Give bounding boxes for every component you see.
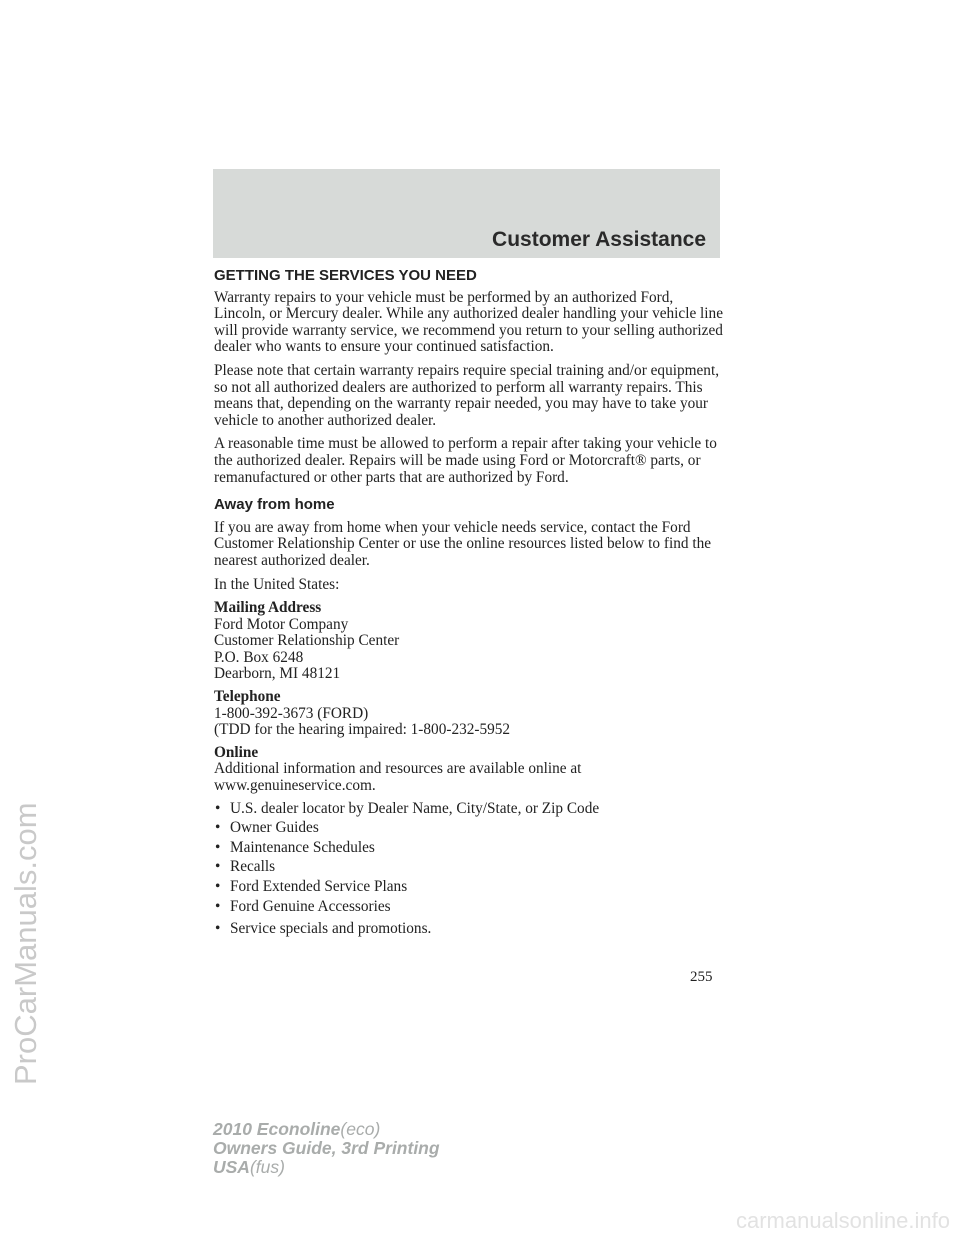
mailing-address-block bbox=[214, 600, 724, 683]
resource-list bbox=[214, 801, 724, 938]
mailing-address-label: Mailing Address bbox=[214, 599, 322, 617]
online-label: Online bbox=[214, 743, 259, 761]
phone-line: 1-800-392-3673 (FORD) bbox=[214, 704, 369, 722]
paragraph: A reasonable time must be allowed to perform a repair after taking your vehicle to the authorized dealer. Repairs will be made using Ford or Motorcraft® parts, or remanufactured or other parts that are authorized by Ford. bbox=[214, 435, 717, 486]
footer-market-code: (fus) bbox=[249, 1157, 285, 1177]
list-item: • Maintenance Schedules bbox=[214, 840, 724, 857]
page-number: 255 bbox=[690, 969, 713, 985]
page-content bbox=[214, 268, 724, 944]
address-line: Customer Relationship Center bbox=[214, 632, 400, 650]
country-label: In the United States: bbox=[214, 575, 340, 593]
paragraph: Please note that certain warranty repairs require special training and/or equipment, so not all authorized dealers are authorized to perform all warranty repairs. This means that, depending on the warranty repair needed, you may have to take your vehicle to another authorized dealer. bbox=[214, 361, 720, 429]
online-block bbox=[214, 745, 724, 938]
online-text: Additional information and resources are available online at www.genuineservice.com. bbox=[214, 760, 582, 795]
footer-edition: Owners Guide, 3rd Printing bbox=[213, 1138, 440, 1158]
list-item: • Ford Genuine Accessories bbox=[214, 899, 724, 916]
side-watermark: ProCarManuals.com bbox=[8, 802, 43, 1085]
page-title: Customer Assistance bbox=[492, 228, 706, 251]
footer-model-code: (eco) bbox=[340, 1119, 381, 1139]
header-band bbox=[213, 169, 720, 258]
list-item: • U.S. dealer locator by Dealer Name, City/State, or Zip Code bbox=[214, 801, 724, 818]
telephone-block bbox=[214, 689, 724, 739]
section-heading: GETTING THE SERVICES YOU NEED bbox=[214, 267, 477, 284]
telephone-label: Telephone bbox=[214, 688, 281, 706]
footer-model: 2010 Econoline bbox=[213, 1119, 341, 1139]
list-item: • Ford Extended Service Plans bbox=[214, 879, 724, 896]
address-line: P.O. Box 6248 bbox=[214, 648, 304, 666]
paragraph: If you are away from home when your vehicle needs service, contact the Ford Customer Relationship Center or use the online resources listed below to find the nearest authorized dealer. bbox=[214, 518, 712, 569]
paragraph: Warranty repairs to your vehicle must be performed by an authorized Ford, Lincoln, or Mercury dealer. While any authorized dealer handling your vehicle line will provide warranty service, we recommend you return to your selling authorized dealer who wants to ensure your continued satisfaction. bbox=[214, 288, 723, 356]
footer-print-info bbox=[213, 1120, 440, 1177]
address-line: Dearborn, MI 48121 bbox=[214, 665, 341, 683]
subsection-heading: Away from home bbox=[214, 496, 335, 514]
footer-market: USA bbox=[213, 1157, 250, 1177]
list-item: • Service specials and promotions. bbox=[214, 921, 724, 938]
list-item: • Owner Guides bbox=[214, 820, 724, 837]
address-line: Ford Motor Company bbox=[214, 615, 349, 633]
phone-line: (TDD for the hearing impaired: 1-800-232-5952 bbox=[214, 721, 511, 739]
bottom-watermark: carmanualsonline.info bbox=[735, 1208, 950, 1233]
list-item: • Recalls bbox=[214, 859, 724, 876]
